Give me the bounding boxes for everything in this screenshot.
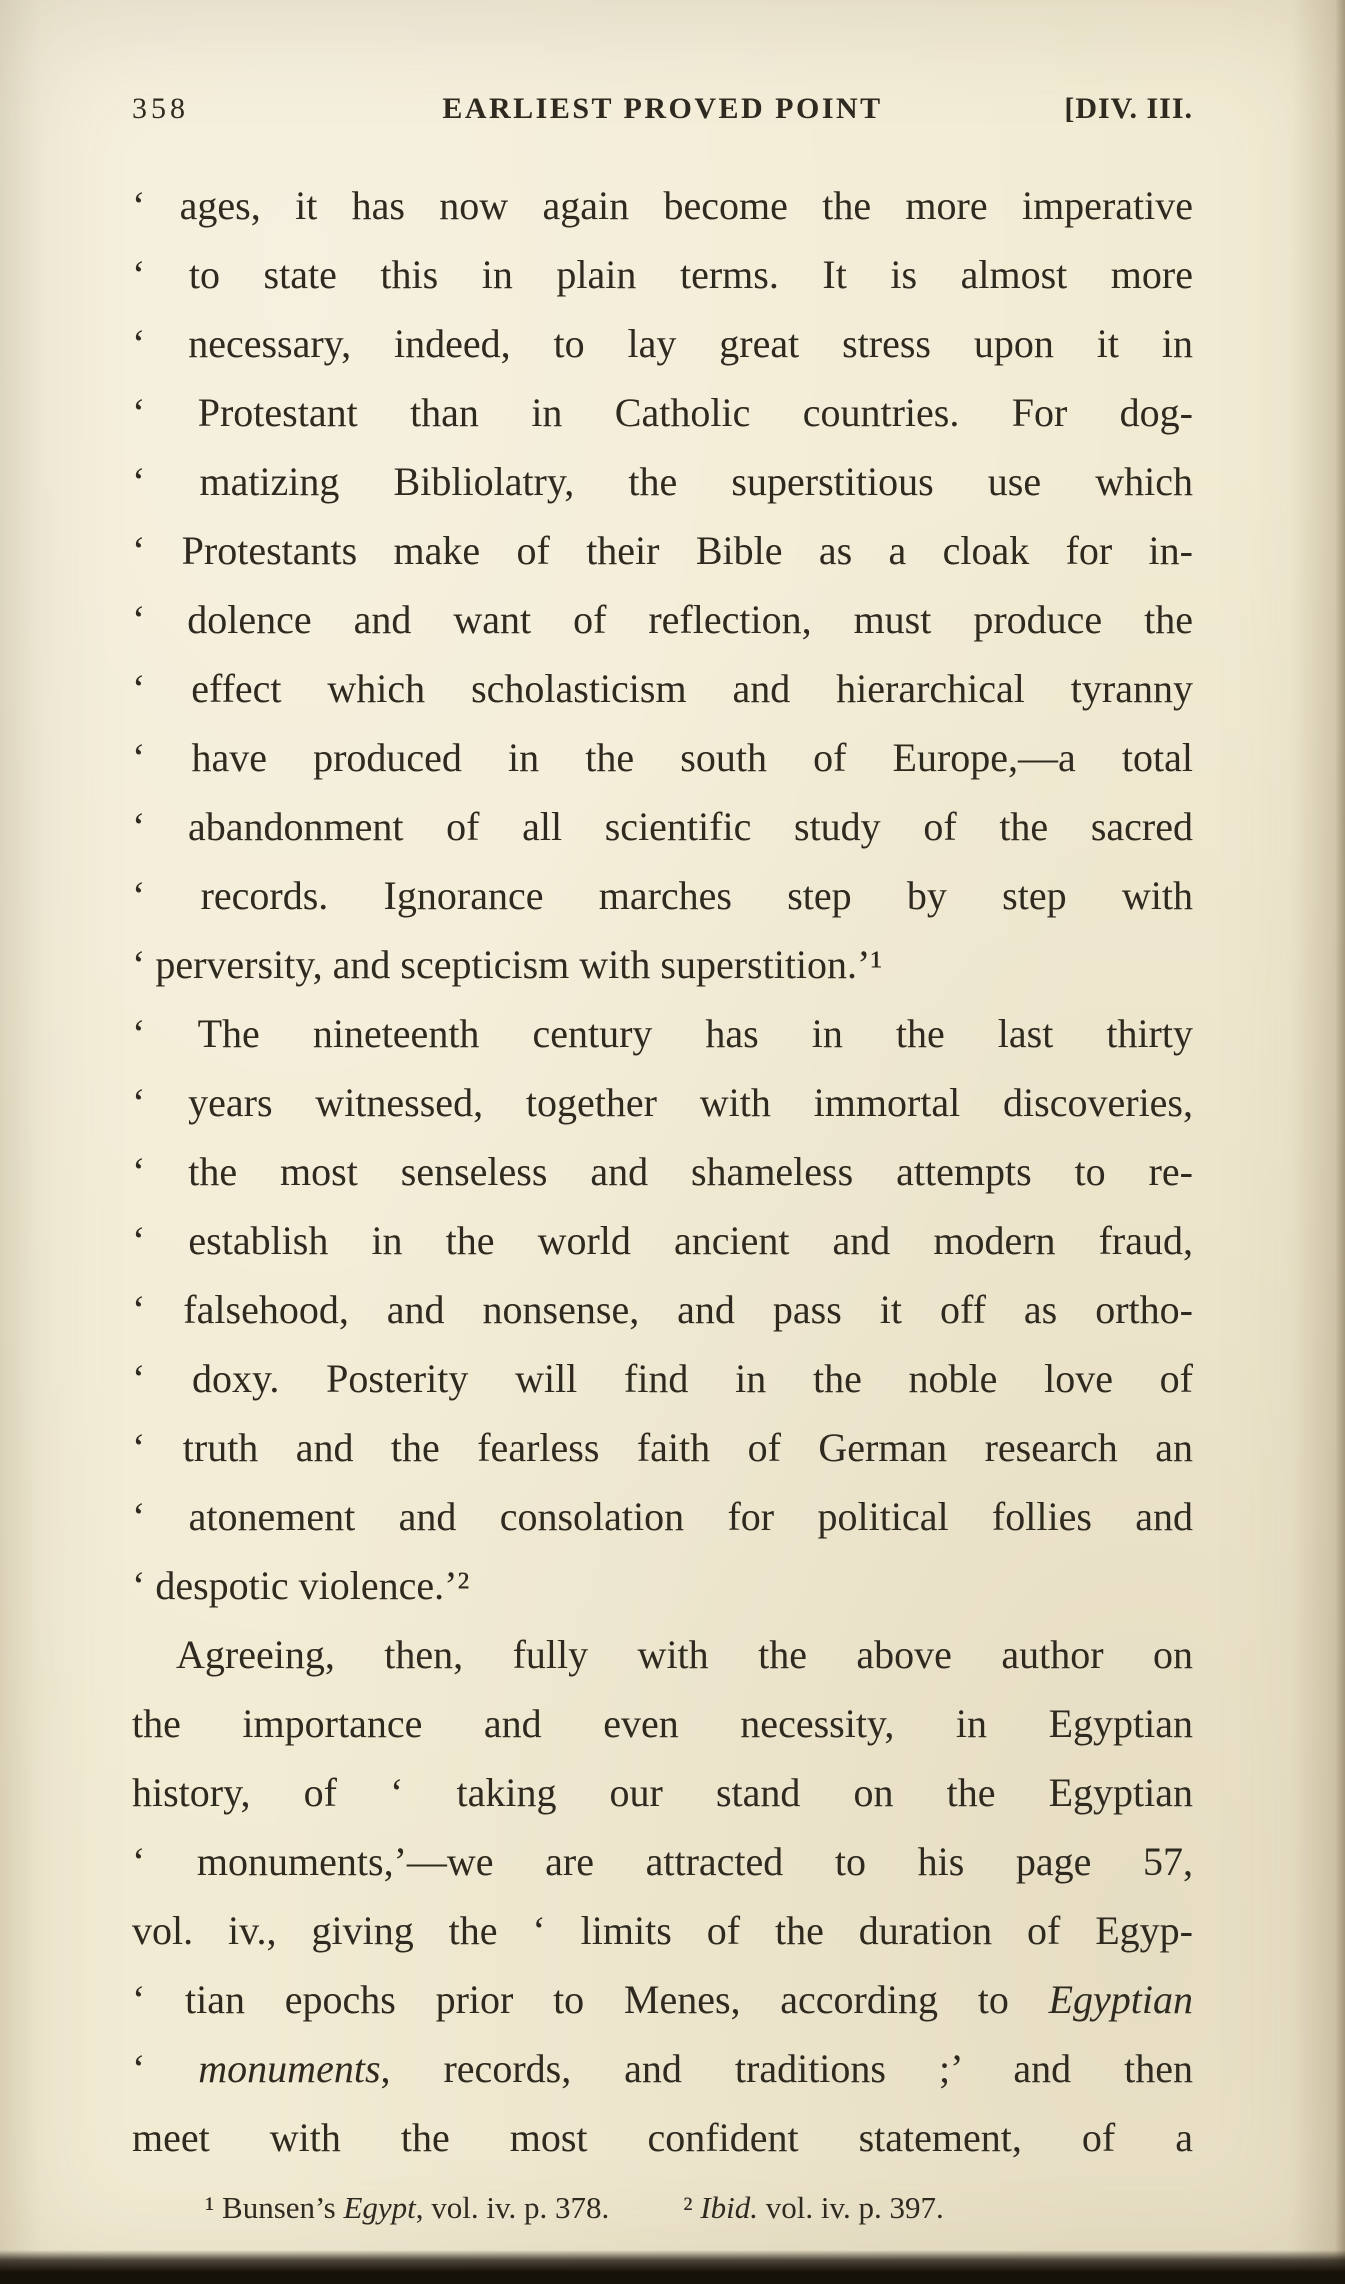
scan-edge-right: [1335, 0, 1345, 2284]
text-line: [132, 1068, 1193, 1137]
text-segment: ‘ perversity, and scepticism with superstition.’¹: [132, 942, 883, 987]
text-line: [132, 585, 1193, 654]
text-line: [132, 930, 1193, 999]
text-segment: ‘ necessary, indeed, to lay great stress upon it in: [132, 321, 1193, 366]
footnote: [205, 2186, 609, 2230]
text-segment: monuments: [198, 2046, 381, 2091]
text-line: [132, 1137, 1193, 1206]
text-line: [132, 516, 1193, 585]
text-line: [132, 1206, 1193, 1275]
text-line: [132, 2034, 1193, 2103]
text-line: [132, 1965, 1193, 2034]
text-segment: , vol. iv. p. 378.: [415, 2190, 610, 2225]
text-segment: meet with the most confident statement, of a: [132, 2115, 1193, 2160]
text-line: [132, 792, 1193, 861]
text-line: [132, 1344, 1193, 1413]
text-segment: ‘ tian epochs prior to Menes, according to: [132, 1977, 1049, 2022]
text-line: [132, 171, 1193, 240]
text-line: [132, 1896, 1193, 1965]
text-segment: ‘ records. Ignorance marches step by step with: [132, 873, 1193, 918]
running-header-title: EARLIEST PROVED POINT: [442, 92, 883, 125]
text-segment: ‘ the most senseless and shameless attempts to re-: [132, 1149, 1193, 1194]
text-line: [132, 1482, 1193, 1551]
text-segment: history, of ‘ taking our stand on the Egyptian: [132, 1770, 1193, 1815]
text-segment: ‘ years witnessed, together with immortal discoveries,: [132, 1080, 1193, 1125]
scan-edge-bottom: [0, 2250, 1345, 2284]
text-line: [132, 723, 1193, 792]
text-segment: vol. iv., giving the ‘ limits of the duration of Egyp-: [132, 1908, 1193, 1953]
paragraph: [132, 171, 1193, 999]
text-segment: , records, and traditions ;’ and then: [380, 2046, 1193, 2091]
paragraph: [132, 999, 1193, 1620]
text-line: [132, 654, 1193, 723]
footnotes: [0, 2172, 1345, 2230]
text-line: [132, 1275, 1193, 1344]
text-line: [132, 2103, 1193, 2172]
text-segment: Agreeing, then, fully with the above author on: [176, 1632, 1193, 1677]
text-segment: ‘ matizing Bibliolatry, the superstitious use which: [132, 459, 1193, 504]
text-line: [132, 1827, 1193, 1896]
text-segment: ‘ ages, it has now again become the more imperative: [132, 183, 1193, 228]
text-segment: Egyptian: [1048, 1977, 1193, 2022]
text-segment: ‘ truth and the fearless faith of German research an: [132, 1425, 1193, 1470]
text-line: [132, 378, 1193, 447]
text-segment: vol. iv. p. 397.: [758, 2190, 944, 2225]
division-label: [DIV. III.: [1064, 92, 1193, 125]
text-line: [132, 1620, 1193, 1689]
text-segment: Egypt: [343, 2190, 416, 2225]
text-segment: the importance and even necessity, in Egyptian: [132, 1701, 1193, 1746]
page-number: 358: [132, 92, 189, 125]
text-segment: ‘ monuments,’—we are attracted to his page 57,: [132, 1839, 1193, 1884]
text-segment: ²: [683, 2190, 701, 2225]
text-segment: ‘ establish in the world ancient and modern fraud,: [132, 1218, 1193, 1263]
text-segment: ‘ doxy. Posterity will find in the noble love of: [132, 1356, 1193, 1401]
text-line: [132, 1689, 1193, 1758]
paragraph: [132, 1620, 1193, 2172]
text-segment: ‘ Protestants make of their Bible as a cloak for in-: [132, 528, 1193, 573]
page-header: [0, 0, 1345, 126]
text-segment: ‘ Protestant than in Catholic countries. For dog-: [132, 390, 1193, 435]
text-segment: ‘ despotic violence.’²: [132, 1563, 470, 1608]
text-block: [0, 126, 1345, 2172]
text-segment: ‘ dolence and want of reflection, must produce the: [132, 597, 1193, 642]
text-segment: ‘ The nineteenth century has in the last thirty: [132, 1011, 1193, 1056]
footnote: [683, 2186, 943, 2230]
text-segment: ‘: [132, 2046, 199, 2091]
text-line: [132, 1758, 1193, 1827]
text-line: [132, 1413, 1193, 1482]
text-line: [132, 240, 1193, 309]
text-segment: ‘ to state this in plain terms. It is almost more: [132, 252, 1193, 297]
text-segment: ¹ Bunsen’s: [205, 2190, 344, 2225]
text-line: [132, 447, 1193, 516]
text-segment: Ibid.: [700, 2190, 758, 2225]
text-line: [132, 1551, 1193, 1620]
text-line: [132, 999, 1193, 1068]
text-segment: ‘ abandonment of all scientific study of the sacred: [132, 804, 1193, 849]
text-segment: ‘ have produced in the south of Europe,—a total: [132, 735, 1193, 780]
text-line: [132, 309, 1193, 378]
text-segment: ‘ effect which scholasticism and hierarchical tyranny: [132, 666, 1193, 711]
text-segment: ‘ atonement and consolation for political follies and: [132, 1494, 1193, 1539]
text-line: [132, 861, 1193, 930]
text-segment: ‘ falsehood, and nonsense, and pass it off as ortho-: [132, 1287, 1193, 1332]
